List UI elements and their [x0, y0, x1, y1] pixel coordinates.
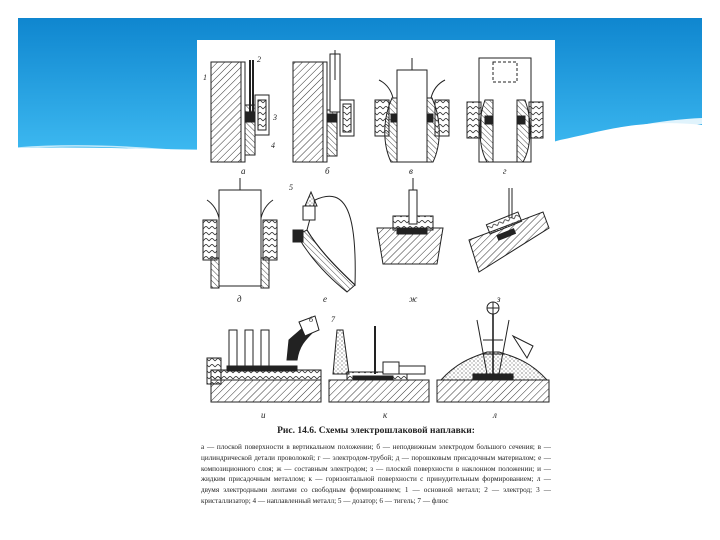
scheme-v	[375, 58, 449, 162]
scheme-e	[293, 192, 355, 292]
sub-label-zh: ж	[409, 294, 418, 304]
part-number-5: 5	[289, 183, 293, 192]
sub-label-v: в	[409, 166, 413, 176]
welding-schemes-drawing	[197, 40, 555, 424]
scheme-b	[293, 50, 354, 162]
sub-label-i: и	[261, 410, 266, 420]
scheme-k	[329, 326, 429, 402]
part-number-3: 3	[273, 113, 277, 122]
sub-label-a: а	[241, 166, 246, 176]
sub-label-d: д	[237, 294, 242, 304]
part-number-2: 2	[257, 55, 261, 64]
scheme-g	[467, 58, 543, 162]
figure-caption: Рис. 14.6. Схемы электрошлаковой наплавки:	[277, 426, 475, 436]
scheme-a	[211, 60, 269, 162]
part-number-1: 1	[203, 73, 207, 82]
scheme-i	[207, 316, 321, 402]
sub-label-b: б	[325, 166, 330, 176]
part-number-4: 4	[271, 141, 275, 150]
sub-label-g: г	[503, 166, 507, 176]
scheme-zh	[377, 178, 443, 264]
scheme-l	[437, 302, 549, 402]
sub-label-e: е	[323, 294, 327, 304]
part-number-7: 7	[331, 315, 335, 324]
sub-label-l: л	[493, 410, 497, 420]
scheme-d	[203, 178, 277, 288]
sub-label-k: к	[383, 410, 388, 420]
figure-panel	[197, 40, 555, 540]
scheme-z	[469, 188, 549, 272]
sub-label-z: з	[497, 294, 501, 304]
part-number-6: 6	[309, 315, 313, 324]
figure-legend: а — плоской поверхности в вертикальном положении; б — неподвижным электродом большого сечения; в — цилиндрической детали проволокой; г — электродом-трубой; д — порошковым присадочным материалом; е — композиционного слоя; ж — составным электродом; з — плоской поверхности в наклонном положении; и — жидким присадочным металлом; к — горизонтальной поверхности с принудительным формированием; л — двумя электродными лентами со свободным формированием; 1 — основной металл; 2 — электрод; 3 — кристаллизатор; 4 — наплавленный металл; 5 — дозатор; 6 — тигель; 7 — флюс	[201, 443, 551, 505]
